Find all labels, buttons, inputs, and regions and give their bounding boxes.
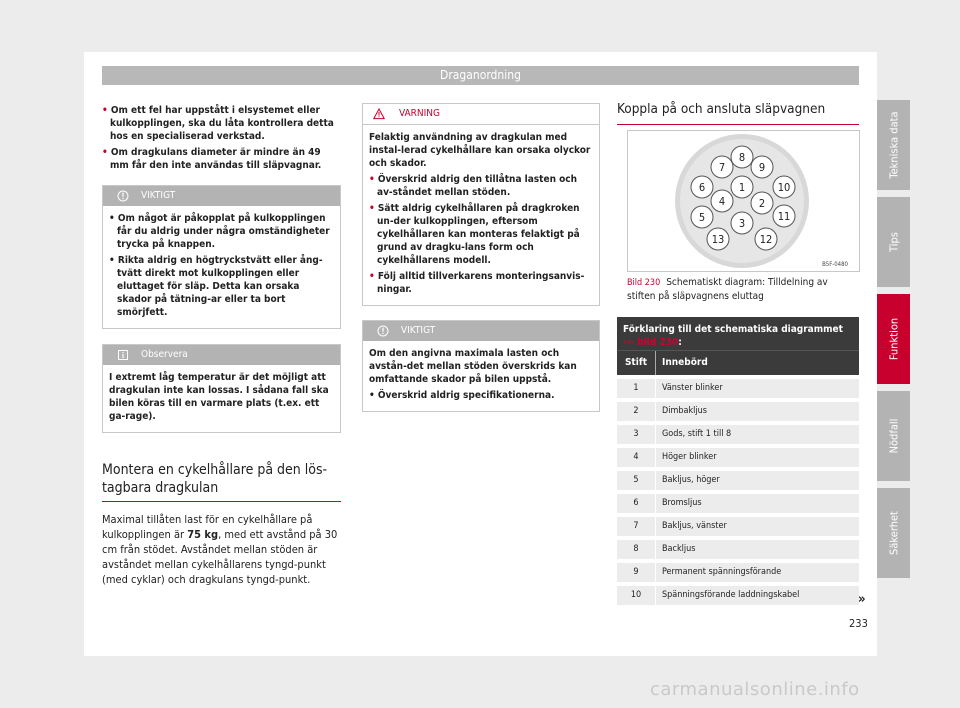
tab-sakerhet[interactable]: Säkerhet	[877, 488, 910, 578]
bullet-dot: •	[102, 105, 111, 116]
observera-body	[103, 365, 340, 432]
list-item: • Följ alltid tillverkarens monteringsanvis-ningar.	[369, 271, 585, 295]
column-header-stift: Stift	[617, 351, 656, 375]
tab-tekniska-data[interactable]: Tekniska data	[877, 100, 910, 190]
varning-box	[362, 103, 600, 306]
viktigt-box	[102, 185, 341, 329]
viktigt-label: VIKTIGT	[401, 325, 436, 336]
viktigt-header	[103, 186, 340, 206]
cell-innebord: Bakljus, vänster	[662, 521, 727, 531]
table-row	[617, 448, 859, 467]
column-left	[102, 96, 341, 587]
pin-label: 13	[711, 233, 725, 246]
caption-ref: Bild 230	[627, 278, 661, 288]
cell-stift: 6	[617, 494, 656, 513]
section-title: Montera en cykelhållare på den lös- tagbara dragkulan	[102, 462, 328, 496]
varning-label: VARNING	[399, 108, 440, 119]
list-item: • Sätt aldrig cykelhållaren på dragkroken un-der kulkopplingen, eftersom cykelhållaren kan monteras felaktigt på grund av dragku-lans form och cykelhållarens modell.	[369, 203, 580, 266]
pin-table	[617, 317, 859, 605]
cell-stift: 4	[617, 448, 656, 467]
page-number: 233	[849, 617, 868, 630]
cell-stift: 2	[617, 402, 656, 421]
pin-label: 5	[698, 211, 706, 224]
cell-innebord: Bakljus, höger	[662, 475, 720, 485]
cell-stift: 1	[617, 379, 656, 398]
observera-box	[102, 344, 341, 433]
column-header-innebord: Innebörd	[662, 357, 708, 368]
cell-innebord: Vänster blinker	[662, 383, 723, 393]
socket-pin-diagram	[627, 130, 860, 272]
socket-diagram-svg	[628, 131, 859, 271]
bullet-dot: •	[102, 147, 111, 158]
section-divider	[617, 124, 859, 125]
section-paragraph: Maximal tillåten last för en cykelhållare på kulkopplingen är 75 kg, med ett avstånd på 30 cm från stödet. Avståndet mellan stöden är avståndet mellan cykelhållarens tyngd-punkt (med cyklar) och dragkulans tyngd-punkt.	[102, 513, 338, 586]
table-row	[617, 471, 859, 490]
warning-triangle-icon	[373, 108, 385, 120]
table-row	[617, 563, 859, 582]
viktigt-box-2	[362, 320, 600, 412]
table-row	[617, 379, 859, 398]
list-item: • Om dragkulans diameter är mindre än 49 mm får den inte användas till släpvagnar.	[102, 147, 322, 171]
cell-innebord: Gods, stift 1 till 8	[662, 429, 732, 439]
table-body	[617, 379, 859, 605]
info-circle-icon	[117, 190, 129, 202]
viktigt-header	[363, 321, 599, 341]
figure-code: B5F-0480	[822, 261, 848, 268]
cell-innebord: Permanent spänningsförande	[662, 567, 782, 577]
page-header: Draganordning	[102, 66, 859, 85]
tab-funktion[interactable]: Funktion	[877, 294, 910, 384]
table-title: Förklaring till det schematiska diagrammet ››› bild 230:	[617, 317, 859, 350]
table-row	[617, 425, 859, 444]
column-right	[617, 96, 859, 125]
viktigt-label: VIKTIGT	[141, 190, 176, 201]
list-item: • Överskrid aldrig den tillåtna lasten och av-ståndet mellan stöden.	[369, 174, 578, 198]
info-circle-icon	[377, 325, 389, 337]
list-item: • Rikta aldrig en högtryckstvätt eller ång-tvätt direkt mot kulkopplingen eller eluttaget för släp. Detta kan orsaka skador på tätning-ar eller ta bort smörjfett.	[109, 255, 323, 318]
varning-intro: Felaktig användning av dragkulan med instal-lerad cykelhållare kan orsaka olyckor och skador.	[369, 132, 591, 169]
table-reference-link[interactable]: ››› bild 230	[623, 337, 679, 348]
pin-label: 10	[777, 181, 791, 194]
pin-label: 12	[759, 233, 773, 246]
cell-innebord: Dimbakljus	[662, 406, 708, 416]
bullet-dot: •	[369, 203, 378, 214]
watermark: carmanualsonline.info	[650, 679, 860, 700]
figure-caption	[627, 276, 858, 303]
tab-tips[interactable]: Tips	[877, 197, 910, 287]
tab-nodfall[interactable]: Nödfall	[877, 391, 910, 481]
viktigt-body	[363, 341, 599, 411]
caption-text: Schematiskt diagram: Tilldelning av stiften på släpvagnens eluttag	[627, 277, 828, 302]
section-divider	[102, 501, 341, 502]
pin-label: 2	[758, 197, 766, 210]
cell-stift: 10	[617, 586, 656, 605]
varning-header	[363, 104, 599, 124]
cell-innebord: Bromsljus	[662, 498, 702, 508]
cell-stift: 3	[617, 425, 656, 444]
pin-label: 9	[758, 161, 766, 174]
bullet-dot: •	[369, 271, 378, 282]
section-title: Koppla på och ansluta släpvagnen	[617, 101, 826, 117]
pin-label: 8	[738, 151, 746, 164]
table-row	[617, 586, 859, 605]
cell-stift: 8	[617, 540, 656, 559]
pin-label: 3	[738, 217, 746, 230]
cell-innebord: Backljus	[662, 544, 696, 554]
pin-label: 7	[718, 161, 726, 174]
pin-label: 1	[738, 181, 746, 194]
viktigt-intro: Om den angivna maximala lasten och avstån-det mellan stöden överskrids kan omfattande skador på bilen uppstå.	[369, 348, 577, 385]
observera-header	[103, 345, 340, 365]
viktigt-body	[103, 206, 340, 328]
cell-stift: 5	[617, 471, 656, 490]
column-middle	[362, 96, 600, 412]
table-row	[617, 494, 859, 513]
observera-text: I extremt låg temperatur är det möjligt att dragkulan inte kan lossas. I sådana fall ska bilen köras till en varmare plats (t.ex. ett ga-rage).	[109, 372, 329, 422]
cell-innebord: Höger blinker	[662, 452, 717, 462]
bullet-dot: •	[109, 255, 118, 266]
cell-innebord: Spänningsförande laddningskabel	[662, 590, 800, 600]
table-header-row	[617, 350, 859, 375]
list-item: • Om något är påkopplat på kulkopplingen får du aldrig under några omständigheter trycka på knappen.	[109, 213, 330, 250]
observera-label: Observera	[141, 349, 188, 360]
varning-body	[363, 125, 599, 305]
pin-label: 4	[718, 195, 726, 208]
list-item: • Om ett fel har uppstått i elsystemet eller kulkopplingen, ska du låta kontrollera detta hos en specialiserad verkstad.	[102, 105, 334, 142]
cykelhallare-section	[102, 461, 341, 587]
bullet-dot: •	[109, 213, 118, 224]
pin-label: 6	[698, 181, 706, 194]
pin-label: 11	[777, 210, 791, 223]
bullet-dot: •	[369, 390, 378, 401]
table-row	[617, 540, 859, 559]
list-item: • Överskrid aldrig specifikationerna.	[369, 390, 555, 401]
note-icon	[117, 349, 129, 361]
bullet-dot: •	[369, 174, 378, 185]
table-row	[617, 402, 859, 421]
cell-stift: 9	[617, 563, 656, 582]
continue-marker: »	[858, 592, 866, 607]
table-row	[617, 517, 859, 536]
cell-stift: 7	[617, 517, 656, 536]
